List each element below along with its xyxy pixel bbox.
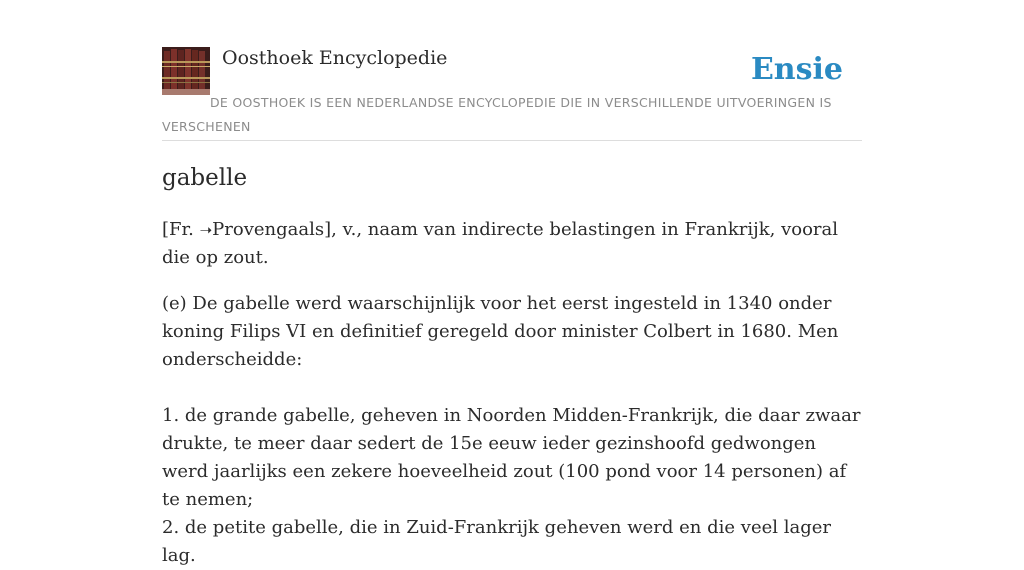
definition-rest: ], v., naam van indirecte belastingen in Frankrijk, vooral die op zout. [162, 219, 839, 268]
definition-prefix: [Fr. [162, 219, 200, 240]
site-title[interactable]: Oosthoek Encyclopedie [222, 47, 448, 69]
list-item: 2. de petite gabelle, die in Zuid-Frankrijk geheven werd en die veel lager lag. [162, 517, 831, 566]
paragraph-gap [162, 374, 862, 402]
book-spines-avatar-icon [162, 47, 210, 95]
cross-reference-arrow-icon: ➝ [199, 221, 213, 239]
site-header [162, 46, 862, 141]
entry-definition [162, 216, 862, 272]
entry-term: gabelle [162, 165, 248, 191]
article [162, 160, 862, 570]
site-avatar[interactable] [162, 47, 210, 95]
entry-body [162, 290, 862, 570]
site-tagline: DE OOSTHOEK IS EEN NEDERLANDSE ENCYCLOPEDIE DIE IN VERSCHILLENDE UITVOERINGEN IS VERSCHENEN [162, 95, 832, 134]
cross-reference-link[interactable]: Provengaals [212, 219, 325, 240]
list-item: 1. de grande gabelle, geheven in Noorden Midden-Frankrijk, die daar zwaar drukte, te meer daar sedert de 15e eeuw ieder gezinshoofd gedwongen werd jaarlijks een zekere hoeveelheid zout (100 pond voor 14 personen) af te nemen; [162, 405, 861, 510]
brand-logo[interactable]: Ensie [750, 52, 843, 87]
body-intro: (e) De gabelle werd waarschijnlijk voor het eerst ingesteld in 1340 onder koning Filips VI en definitief geregeld door minister Colbert in 1680. Men onderscheidde: [162, 293, 839, 370]
